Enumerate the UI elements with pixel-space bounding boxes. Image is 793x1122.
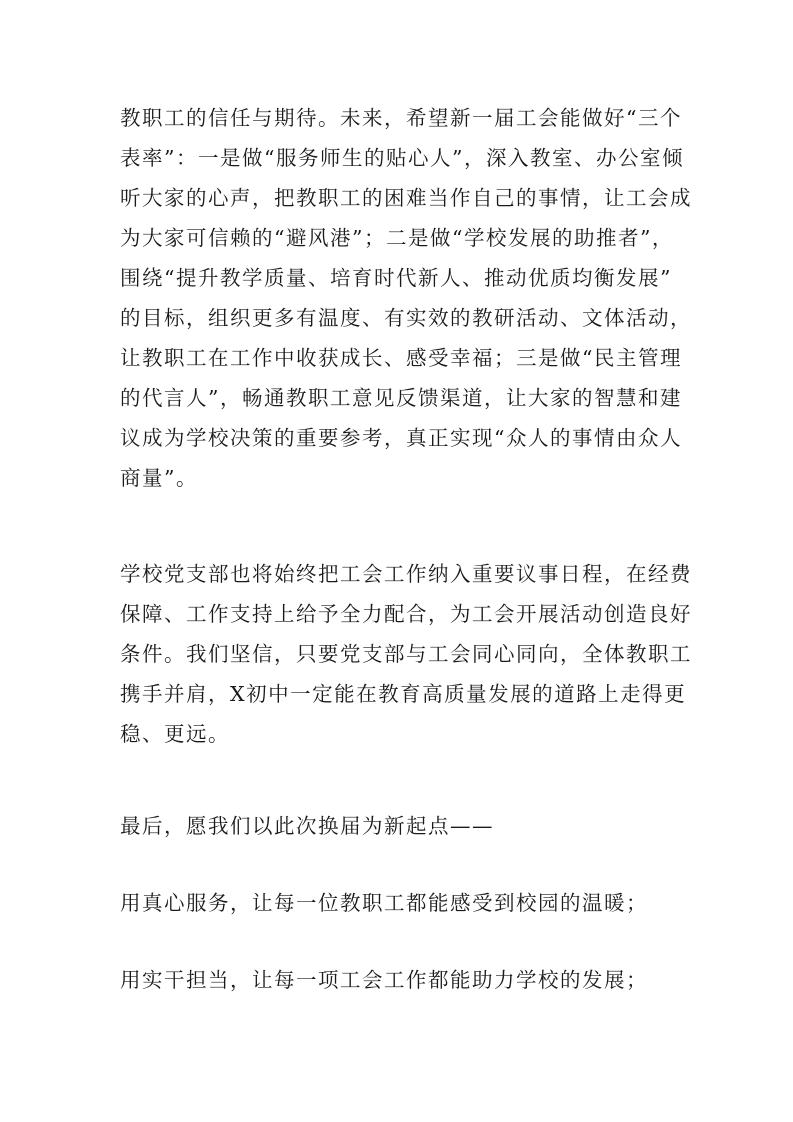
text-line: 议成为学校决策的重要参考，真正实现“众人的事情由众人 — [120, 426, 682, 450]
text-line: 的代言人”，畅通教职工意见反馈渠道，让大家的智慧和建 — [120, 386, 682, 410]
text-line: 学校党支部也将始终把工会工作纳入重要议事日程，在经费 — [120, 562, 692, 586]
paragraph-closing-intro — [120, 806, 680, 846]
text-line: 表率”：一是做“服务师生的贴心人”，深入教室、办公室倾 — [120, 146, 684, 170]
text-line: 用实干担当，让每一项工会工作都能助力学校的发展； — [120, 968, 648, 992]
paragraph-party-support — [120, 554, 692, 754]
paragraph-closing-line-2 — [120, 960, 680, 1000]
text-line: 携手并肩，X初中一定能在教育高质量发展的道路上走得更 — [120, 682, 687, 706]
text-line: 让教职工在工作中收获成长、感受幸福；三是做“民主管理 — [120, 346, 682, 370]
paragraph-closing-line-1 — [120, 883, 680, 923]
text-line: 的目标，组织更多有温度、有实效的教研活动、文体活动， — [120, 306, 692, 330]
text-line: 用真心服务，让每一位教职工都能感受到校园的温暖； — [120, 891, 648, 915]
text-line: 为大家可信赖的“避风港”；二是做“学校发展的助推者”， — [120, 226, 674, 250]
text-line: 条件。我们坚信，只要党支部与工会同心同向，全体教职工 — [120, 642, 692, 666]
text-line: 教职工的信任与期待。未来，希望新一届工会能做好“三个 — [120, 106, 682, 130]
paragraph-union-expectations — [120, 98, 692, 498]
text-line: 保障、工作支持上给予全力配合，为工会开展活动创造良好 — [120, 602, 692, 626]
text-line: 商量”。 — [120, 466, 198, 490]
text-line: 最后，愿我们以此次换届为新起点—— — [120, 814, 494, 838]
text-line: 稳、更远。 — [120, 722, 230, 746]
text-line: 围绕“提升教学质量、培育时代新人、推动优质均衡发展” — [120, 266, 672, 290]
text-line: 听大家的心声，把教职工的困难当作自己的事情，让工会成 — [120, 186, 692, 210]
